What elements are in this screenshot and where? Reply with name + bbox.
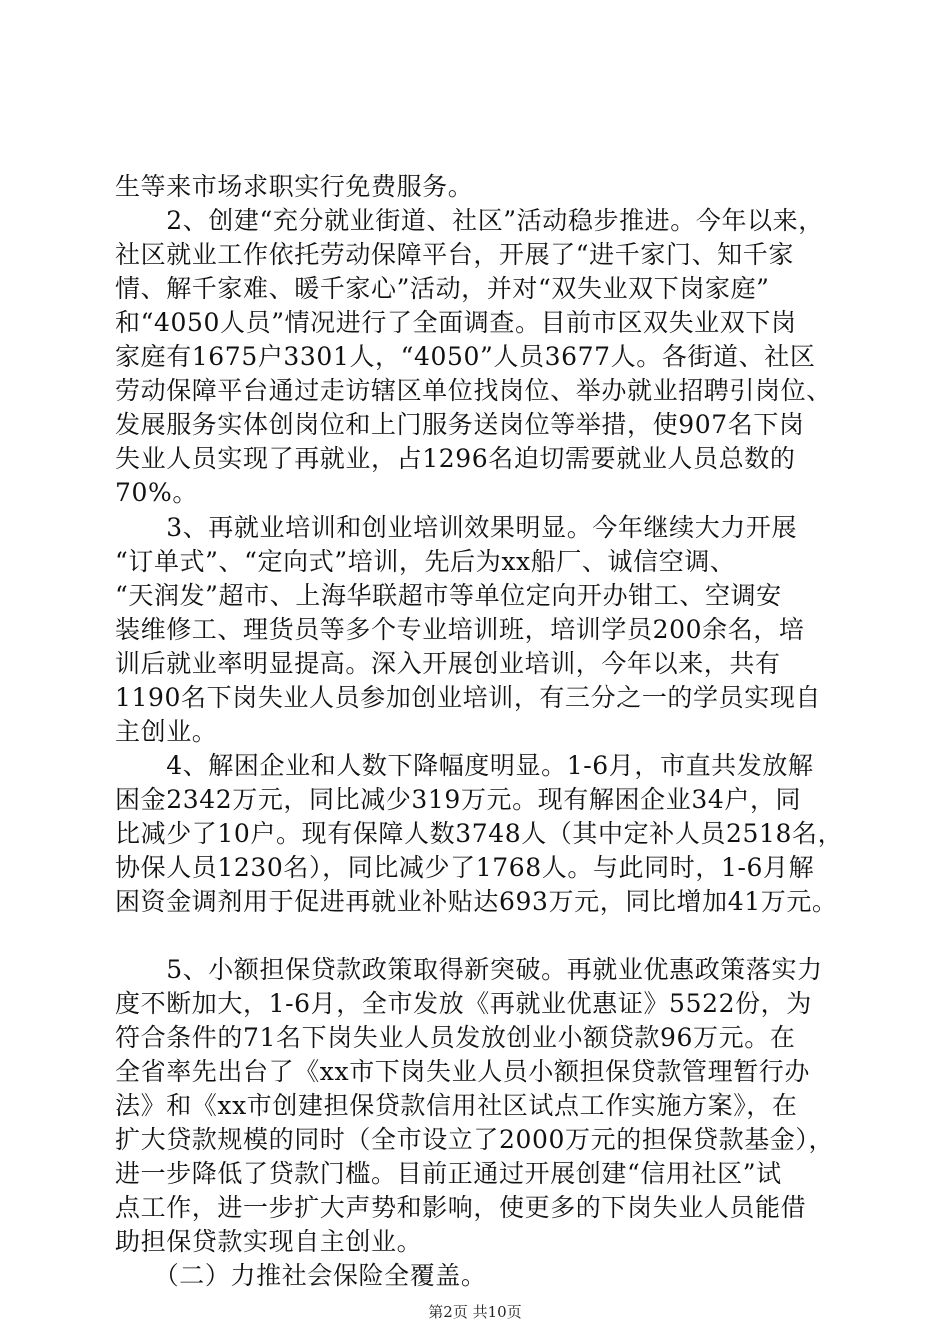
paragraph-2-heading-line: 2、创建“充分就业街道、社区”活动稳步推进。今年以来， bbox=[115, 206, 824, 235]
body-line: 度不断加大，1-6月，全市发放《再就业优惠证》5522份，为 bbox=[115, 989, 812, 1018]
section-heading-line: （二）力推社会保险全覆盖。 bbox=[115, 1261, 487, 1290]
paragraph-5-heading-line: 5、小额担保贷款政策取得新突破。再就业优惠政策落实力 bbox=[115, 955, 823, 984]
body-line: 训后就业率明显提高。深入开展创业培训，今年以来，共有 bbox=[115, 649, 781, 678]
body-line: 全省率先出台了《xx市下岗失业人员小额担保贷款管理暂行办 bbox=[115, 1057, 811, 1086]
body-line: 点工作，进一步扩大声势和影响，使更多的下岗失业人员能借 bbox=[115, 1193, 807, 1222]
body-line: 主创业。 bbox=[115, 717, 218, 746]
body-line: “天润发”超市、上海华联超市等单位定向开办钳工、空调安 bbox=[115, 581, 782, 610]
body-line: 助担保贷款实现自主创业。 bbox=[115, 1227, 423, 1256]
body-line: 比减少了10户。现有保障人数3748人（其中定补人员2518名， bbox=[115, 819, 844, 848]
body-line: 1190名下岗失业人员参加创业培训，有三分之一的学员实现自 bbox=[115, 683, 822, 712]
paragraph-3-heading-line: 3、再就业培训和创业培训效果明显。今年继续大力开展 bbox=[115, 513, 798, 542]
body-line: 扩大贷款规模的同时（全市设立了2000万元的担保贷款基金）， bbox=[115, 1125, 835, 1154]
body-line: 进一步降低了贷款门槛。目前正通过开展创建“信用社区”试 bbox=[115, 1159, 782, 1188]
body-line: 社区就业工作依托劳动保障平台，开展了“进千家门、知千家 bbox=[115, 240, 794, 269]
body-line: 装维修工、理货员等多个专业培训班，培训学员200余名，培 bbox=[115, 615, 805, 644]
body-line: 困资金调剂用于促进再就业补贴达693万元，同比增加41万元。 bbox=[115, 887, 838, 916]
body-line: 失业人员实现了再就业，占1296名迫切需要就业人员总数的 bbox=[115, 444, 796, 473]
body-line: 符合条件的71名下岗失业人员发放创业小额贷款96万元。在 bbox=[115, 1023, 796, 1052]
page-number-footer: 第2页 共10页 bbox=[428, 1303, 522, 1321]
body-line: 劳动保障平台通过走访辖区单位找岗位、举办就业招聘引岗位、 bbox=[115, 376, 832, 405]
body-line: “订单式”、“定向式”培训，先后为xx船厂、诚信空调、 bbox=[115, 547, 736, 576]
paragraph-4-heading-line: 4、解困企业和人数下降幅度明显。1-6月，市直共发放解 bbox=[115, 751, 814, 780]
body-line: 和“4050人员”情况进行了全面调查。目前市区双失业双下岗 bbox=[115, 308, 797, 337]
body-line: 70%。 bbox=[115, 478, 198, 507]
body-line: 困金2342万元，同比减少319万元。现有解困企业34户，同 bbox=[115, 785, 802, 814]
body-line: 协保人员1230名），同比减少了1768人。与此同时，1-6月解 bbox=[115, 853, 815, 882]
body-line: 法》和《xx市创建担保贷款信用社区试点工作实施方案》，在 bbox=[115, 1091, 798, 1120]
body-line: 生等来市场求职实行免费服务。 bbox=[115, 172, 474, 201]
body-line: 情、解千家难、暖千家心”活动，并对“双失业双下岗家庭” bbox=[115, 274, 770, 303]
body-line: 发展服务实体创岗位和上门服务送岗位等举措，使907名下岗 bbox=[115, 410, 805, 439]
body-line: 家庭有1675户3301人，“4050”人员3677人。各街道、社区 bbox=[115, 342, 816, 371]
